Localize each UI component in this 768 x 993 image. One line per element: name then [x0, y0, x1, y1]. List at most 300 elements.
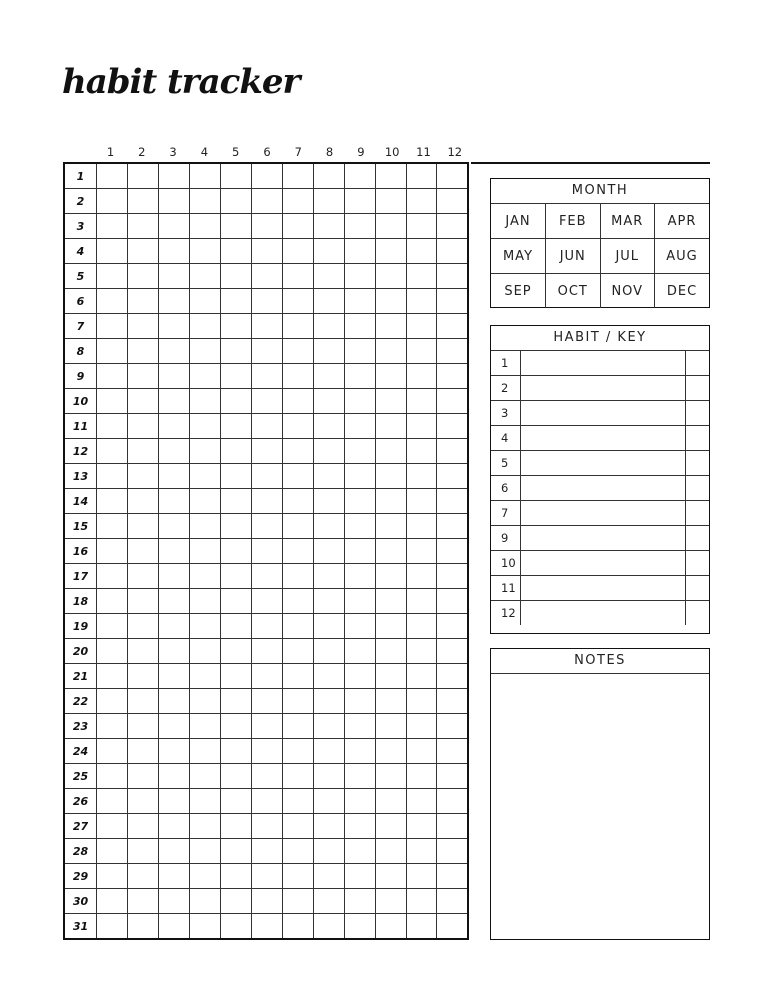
- habit-cell[interactable]: [406, 239, 437, 264]
- habit-cell[interactable]: [127, 339, 158, 364]
- habit-cell[interactable]: [282, 589, 313, 614]
- habit-cell[interactable]: [127, 914, 158, 940]
- habit-cell[interactable]: [437, 914, 468, 940]
- habit-cell[interactable]: [313, 789, 344, 814]
- habit-cell[interactable]: [97, 189, 128, 214]
- habit-cell[interactable]: [313, 889, 344, 914]
- habit-cell[interactable]: [251, 289, 282, 314]
- habit-cell[interactable]: [127, 839, 158, 864]
- habit-cell[interactable]: [375, 564, 406, 589]
- habit-cell[interactable]: [344, 714, 375, 739]
- habit-cell[interactable]: [251, 539, 282, 564]
- habit-cell[interactable]: [344, 889, 375, 914]
- habit-cell[interactable]: [220, 439, 251, 464]
- habit-cell[interactable]: [313, 589, 344, 614]
- habit-cell[interactable]: [127, 314, 158, 339]
- habit-cell[interactable]: [127, 189, 158, 214]
- habit-cell[interactable]: [313, 689, 344, 714]
- habit-cell[interactable]: [251, 839, 282, 864]
- habit-cell[interactable]: [282, 739, 313, 764]
- habit-cell[interactable]: [97, 163, 128, 189]
- habit-cell[interactable]: [220, 714, 251, 739]
- habit-cell[interactable]: [375, 264, 406, 289]
- habit-cell[interactable]: [189, 914, 220, 940]
- habit-key-symbol-field[interactable]: [686, 526, 710, 551]
- habit-cell[interactable]: [437, 214, 468, 239]
- habit-cell[interactable]: [220, 689, 251, 714]
- habit-cell[interactable]: [437, 163, 468, 189]
- habit-cell[interactable]: [127, 564, 158, 589]
- habit-cell[interactable]: [220, 664, 251, 689]
- habit-cell[interactable]: [97, 839, 128, 864]
- habit-cell[interactable]: [189, 264, 220, 289]
- habit-cell[interactable]: [189, 864, 220, 889]
- habit-cell[interactable]: [251, 914, 282, 940]
- habit-cell[interactable]: [97, 789, 128, 814]
- habit-cell[interactable]: [189, 514, 220, 539]
- habit-cell[interactable]: [220, 189, 251, 214]
- habit-cell[interactable]: [158, 464, 189, 489]
- habit-cell[interactable]: [344, 389, 375, 414]
- habit-cell[interactable]: [282, 914, 313, 940]
- habit-cell[interactable]: [282, 839, 313, 864]
- habit-cell[interactable]: [406, 764, 437, 789]
- habit-cell[interactable]: [344, 364, 375, 389]
- habit-cell[interactable]: [158, 689, 189, 714]
- habit-cell[interactable]: [437, 239, 468, 264]
- habit-cell[interactable]: [437, 764, 468, 789]
- habit-cell[interactable]: [220, 339, 251, 364]
- habit-cell[interactable]: [375, 864, 406, 889]
- habit-cell[interactable]: [189, 339, 220, 364]
- habit-cell[interactable]: [282, 189, 313, 214]
- habit-cell[interactable]: [375, 289, 406, 314]
- habit-cell[interactable]: [375, 739, 406, 764]
- habit-cell[interactable]: [251, 264, 282, 289]
- habit-cell[interactable]: [313, 839, 344, 864]
- habit-key-symbol-field[interactable]: [686, 426, 710, 451]
- habit-cell[interactable]: [220, 614, 251, 639]
- habit-cell[interactable]: [158, 614, 189, 639]
- habit-cell[interactable]: [313, 714, 344, 739]
- habit-name-field[interactable]: [520, 551, 686, 576]
- habit-cell[interactable]: [251, 589, 282, 614]
- habit-cell[interactable]: [158, 739, 189, 764]
- habit-cell[interactable]: [158, 514, 189, 539]
- habit-cell[interactable]: [313, 264, 344, 289]
- habit-cell[interactable]: [375, 514, 406, 539]
- habit-cell[interactable]: [406, 589, 437, 614]
- habit-cell[interactable]: [251, 764, 282, 789]
- habit-cell[interactable]: [313, 514, 344, 539]
- habit-cell[interactable]: [251, 189, 282, 214]
- habit-cell[interactable]: [437, 589, 468, 614]
- habit-cell[interactable]: [127, 714, 158, 739]
- habit-cell[interactable]: [127, 689, 158, 714]
- habit-cell[interactable]: [437, 414, 468, 439]
- habit-cell[interactable]: [437, 664, 468, 689]
- habit-cell[interactable]: [220, 389, 251, 414]
- habit-cell[interactable]: [282, 314, 313, 339]
- habit-cell[interactable]: [375, 464, 406, 489]
- habit-name-field[interactable]: [520, 476, 686, 501]
- habit-cell[interactable]: [251, 339, 282, 364]
- habit-cell[interactable]: [189, 664, 220, 689]
- habit-cell[interactable]: [437, 539, 468, 564]
- habit-cell[interactable]: [220, 289, 251, 314]
- habit-cell[interactable]: [251, 864, 282, 889]
- habit-name-field[interactable]: [520, 351, 686, 376]
- habit-cell[interactable]: [127, 163, 158, 189]
- habit-name-field[interactable]: [520, 576, 686, 601]
- habit-cell[interactable]: [251, 414, 282, 439]
- habit-cell[interactable]: [158, 239, 189, 264]
- habit-cell[interactable]: [189, 364, 220, 389]
- habit-cell[interactable]: [97, 664, 128, 689]
- habit-cell[interactable]: [189, 539, 220, 564]
- habit-cell[interactable]: [375, 789, 406, 814]
- habit-cell[interactable]: [189, 439, 220, 464]
- habit-cell[interactable]: [282, 214, 313, 239]
- habit-key-symbol-field[interactable]: [686, 576, 710, 601]
- month-option[interactable]: MAR: [600, 204, 655, 239]
- habit-cell[interactable]: [97, 614, 128, 639]
- habit-cell[interactable]: [127, 439, 158, 464]
- habit-cell[interactable]: [251, 439, 282, 464]
- habit-cell[interactable]: [158, 789, 189, 814]
- habit-cell[interactable]: [220, 489, 251, 514]
- habit-cell[interactable]: [127, 814, 158, 839]
- habit-cell[interactable]: [158, 814, 189, 839]
- habit-cell[interactable]: [313, 664, 344, 689]
- habit-cell[interactable]: [406, 789, 437, 814]
- habit-cell[interactable]: [220, 214, 251, 239]
- habit-cell[interactable]: [344, 439, 375, 464]
- habit-cell[interactable]: [313, 614, 344, 639]
- habit-cell[interactable]: [313, 489, 344, 514]
- habit-cell[interactable]: [127, 739, 158, 764]
- habit-cell[interactable]: [406, 189, 437, 214]
- habit-cell[interactable]: [375, 414, 406, 439]
- habit-cell[interactable]: [97, 689, 128, 714]
- habit-cell[interactable]: [406, 839, 437, 864]
- habit-cell[interactable]: [220, 864, 251, 889]
- habit-cell[interactable]: [375, 764, 406, 789]
- habit-cell[interactable]: [97, 739, 128, 764]
- notes-area[interactable]: [491, 674, 709, 934]
- habit-cell[interactable]: [375, 614, 406, 639]
- habit-cell[interactable]: [220, 314, 251, 339]
- habit-cell[interactable]: [220, 239, 251, 264]
- habit-cell[interactable]: [127, 514, 158, 539]
- habit-cell[interactable]: [189, 289, 220, 314]
- habit-cell[interactable]: [220, 739, 251, 764]
- habit-cell[interactable]: [375, 814, 406, 839]
- habit-cell[interactable]: [251, 464, 282, 489]
- habit-cell[interactable]: [251, 564, 282, 589]
- habit-cell[interactable]: [127, 539, 158, 564]
- habit-cell[interactable]: [189, 789, 220, 814]
- habit-cell[interactable]: [127, 239, 158, 264]
- habit-cell[interactable]: [344, 464, 375, 489]
- habit-cell[interactable]: [189, 414, 220, 439]
- habit-cell[interactable]: [97, 314, 128, 339]
- habit-name-field[interactable]: [520, 426, 686, 451]
- habit-cell[interactable]: [251, 239, 282, 264]
- habit-cell[interactable]: [158, 289, 189, 314]
- habit-cell[interactable]: [437, 639, 468, 664]
- habit-cell[interactable]: [313, 239, 344, 264]
- habit-cell[interactable]: [344, 664, 375, 689]
- habit-cell[interactable]: [189, 689, 220, 714]
- month-option[interactable]: JUL: [600, 239, 655, 274]
- habit-cell[interactable]: [406, 163, 437, 189]
- habit-cell[interactable]: [282, 439, 313, 464]
- habit-cell[interactable]: [344, 339, 375, 364]
- habit-cell[interactable]: [189, 314, 220, 339]
- habit-cell[interactable]: [344, 264, 375, 289]
- habit-name-field[interactable]: [520, 526, 686, 551]
- habit-cell[interactable]: [344, 414, 375, 439]
- habit-cell[interactable]: [406, 364, 437, 389]
- habit-cell[interactable]: [251, 889, 282, 914]
- habit-cell[interactable]: [189, 614, 220, 639]
- habit-cell[interactable]: [282, 664, 313, 689]
- habit-cell[interactable]: [127, 664, 158, 689]
- habit-cell[interactable]: [344, 163, 375, 189]
- habit-cell[interactable]: [189, 889, 220, 914]
- habit-cell[interactable]: [406, 314, 437, 339]
- habit-cell[interactable]: [437, 439, 468, 464]
- habit-cell[interactable]: [220, 414, 251, 439]
- habit-cell[interactable]: [97, 414, 128, 439]
- habit-cell[interactable]: [375, 314, 406, 339]
- habit-cell[interactable]: [189, 839, 220, 864]
- habit-cell[interactable]: [127, 789, 158, 814]
- habit-cell[interactable]: [158, 314, 189, 339]
- habit-cell[interactable]: [375, 364, 406, 389]
- habit-cell[interactable]: [97, 814, 128, 839]
- habit-cell[interactable]: [437, 514, 468, 539]
- habit-cell[interactable]: [127, 214, 158, 239]
- habit-cell[interactable]: [375, 589, 406, 614]
- habit-cell[interactable]: [251, 639, 282, 664]
- habit-cell[interactable]: [220, 814, 251, 839]
- habit-cell[interactable]: [406, 914, 437, 940]
- habit-cell[interactable]: [344, 639, 375, 664]
- month-option[interactable]: DEC: [655, 274, 710, 309]
- habit-cell[interactable]: [437, 314, 468, 339]
- habit-cell[interactable]: [437, 864, 468, 889]
- month-option[interactable]: JUN: [546, 239, 601, 274]
- habit-key-symbol-field[interactable]: [686, 601, 710, 626]
- habit-cell[interactable]: [437, 814, 468, 839]
- habit-cell[interactable]: [406, 539, 437, 564]
- habit-cell[interactable]: [97, 464, 128, 489]
- habit-cell[interactable]: [251, 314, 282, 339]
- habit-cell[interactable]: [97, 889, 128, 914]
- habit-cell[interactable]: [437, 389, 468, 414]
- habit-cell[interactable]: [189, 739, 220, 764]
- habit-cell[interactable]: [437, 464, 468, 489]
- month-option[interactable]: FEB: [546, 204, 601, 239]
- habit-cell[interactable]: [282, 814, 313, 839]
- habit-cell[interactable]: [282, 864, 313, 889]
- habit-cell[interactable]: [220, 564, 251, 589]
- habit-cell[interactable]: [220, 914, 251, 940]
- habit-cell[interactable]: [313, 163, 344, 189]
- habit-cell[interactable]: [437, 689, 468, 714]
- habit-cell[interactable]: [158, 889, 189, 914]
- month-option[interactable]: SEP: [491, 274, 546, 309]
- habit-cell[interactable]: [158, 214, 189, 239]
- month-option[interactable]: JAN: [491, 204, 546, 239]
- habit-cell[interactable]: [375, 664, 406, 689]
- habit-cell[interactable]: [189, 489, 220, 514]
- habit-cell[interactable]: [437, 489, 468, 514]
- habit-cell[interactable]: [251, 689, 282, 714]
- habit-cell[interactable]: [127, 764, 158, 789]
- habit-cell[interactable]: [344, 789, 375, 814]
- habit-cell[interactable]: [251, 489, 282, 514]
- habit-cell[interactable]: [375, 163, 406, 189]
- habit-cell[interactable]: [127, 489, 158, 514]
- habit-cell[interactable]: [97, 539, 128, 564]
- habit-cell[interactable]: [313, 764, 344, 789]
- habit-cell[interactable]: [220, 764, 251, 789]
- habit-cell[interactable]: [406, 739, 437, 764]
- habit-cell[interactable]: [375, 914, 406, 940]
- habit-cell[interactable]: [97, 389, 128, 414]
- habit-cell[interactable]: [158, 163, 189, 189]
- habit-cell[interactable]: [97, 214, 128, 239]
- habit-cell[interactable]: [344, 564, 375, 589]
- habit-cell[interactable]: [406, 339, 437, 364]
- habit-cell[interactable]: [220, 839, 251, 864]
- habit-cell[interactable]: [282, 539, 313, 564]
- habit-cell[interactable]: [158, 539, 189, 564]
- habit-key-symbol-field[interactable]: [686, 501, 710, 526]
- habit-cell[interactable]: [406, 264, 437, 289]
- habit-cell[interactable]: [437, 714, 468, 739]
- habit-cell[interactable]: [127, 864, 158, 889]
- habit-key-symbol-field[interactable]: [686, 551, 710, 576]
- habit-cell[interactable]: [313, 464, 344, 489]
- habit-cell[interactable]: [282, 514, 313, 539]
- habit-cell[interactable]: [375, 489, 406, 514]
- habit-cell[interactable]: [251, 163, 282, 189]
- habit-cell[interactable]: [189, 464, 220, 489]
- habit-cell[interactable]: [189, 639, 220, 664]
- habit-cell[interactable]: [127, 264, 158, 289]
- habit-cell[interactable]: [406, 514, 437, 539]
- habit-cell[interactable]: [127, 639, 158, 664]
- habit-cell[interactable]: [251, 714, 282, 739]
- habit-cell[interactable]: [437, 364, 468, 389]
- habit-cell[interactable]: [313, 389, 344, 414]
- habit-cell[interactable]: [158, 764, 189, 789]
- habit-cell[interactable]: [220, 364, 251, 389]
- habit-cell[interactable]: [344, 489, 375, 514]
- habit-cell[interactable]: [344, 764, 375, 789]
- habit-name-field[interactable]: [520, 601, 686, 626]
- habit-cell[interactable]: [282, 639, 313, 664]
- month-option[interactable]: NOV: [600, 274, 655, 309]
- habit-key-symbol-field[interactable]: [686, 376, 710, 401]
- habit-cell[interactable]: [406, 439, 437, 464]
- habit-cell[interactable]: [406, 389, 437, 414]
- habit-cell[interactable]: [437, 189, 468, 214]
- habit-cell[interactable]: [437, 839, 468, 864]
- habit-cell[interactable]: [251, 664, 282, 689]
- habit-cell[interactable]: [127, 464, 158, 489]
- habit-cell[interactable]: [127, 364, 158, 389]
- habit-cell[interactable]: [282, 789, 313, 814]
- habit-cell[interactable]: [189, 714, 220, 739]
- habit-cell[interactable]: [251, 739, 282, 764]
- habit-cell[interactable]: [97, 864, 128, 889]
- habit-cell[interactable]: [313, 914, 344, 940]
- habit-cell[interactable]: [313, 414, 344, 439]
- habit-cell[interactable]: [313, 864, 344, 889]
- habit-cell[interactable]: [375, 214, 406, 239]
- habit-cell[interactable]: [282, 339, 313, 364]
- habit-cell[interactable]: [282, 614, 313, 639]
- habit-cell[interactable]: [406, 814, 437, 839]
- habit-cell[interactable]: [282, 564, 313, 589]
- habit-cell[interactable]: [282, 764, 313, 789]
- habit-cell[interactable]: [406, 889, 437, 914]
- habit-cell[interactable]: [437, 339, 468, 364]
- habit-cell[interactable]: [220, 639, 251, 664]
- habit-cell[interactable]: [127, 389, 158, 414]
- habit-cell[interactable]: [158, 189, 189, 214]
- habit-cell[interactable]: [313, 639, 344, 664]
- habit-cell[interactable]: [406, 289, 437, 314]
- habit-cell[interactable]: [97, 489, 128, 514]
- habit-cell[interactable]: [375, 639, 406, 664]
- habit-cell[interactable]: [127, 289, 158, 314]
- habit-cell[interactable]: [127, 589, 158, 614]
- habit-cell[interactable]: [189, 764, 220, 789]
- habit-cell[interactable]: [189, 589, 220, 614]
- habit-cell[interactable]: [251, 514, 282, 539]
- habit-cell[interactable]: [97, 764, 128, 789]
- habit-key-symbol-field[interactable]: [686, 351, 710, 376]
- habit-cell[interactable]: [97, 564, 128, 589]
- habit-cell[interactable]: [127, 414, 158, 439]
- habit-key-symbol-field[interactable]: [686, 451, 710, 476]
- habit-cell[interactable]: [313, 289, 344, 314]
- habit-cell[interactable]: [375, 689, 406, 714]
- habit-cell[interactable]: [158, 439, 189, 464]
- habit-cell[interactable]: [220, 789, 251, 814]
- habit-cell[interactable]: [344, 864, 375, 889]
- habit-cell[interactable]: [437, 889, 468, 914]
- habit-cell[interactable]: [344, 189, 375, 214]
- habit-key-symbol-field[interactable]: [686, 401, 710, 426]
- habit-cell[interactable]: [251, 214, 282, 239]
- habit-cell[interactable]: [189, 389, 220, 414]
- habit-cell[interactable]: [127, 889, 158, 914]
- habit-cell[interactable]: [344, 739, 375, 764]
- habit-cell[interactable]: [97, 439, 128, 464]
- habit-cell[interactable]: [158, 639, 189, 664]
- habit-cell[interactable]: [375, 439, 406, 464]
- habit-cell[interactable]: [282, 464, 313, 489]
- habit-cell[interactable]: [127, 614, 158, 639]
- habit-cell[interactable]: [282, 889, 313, 914]
